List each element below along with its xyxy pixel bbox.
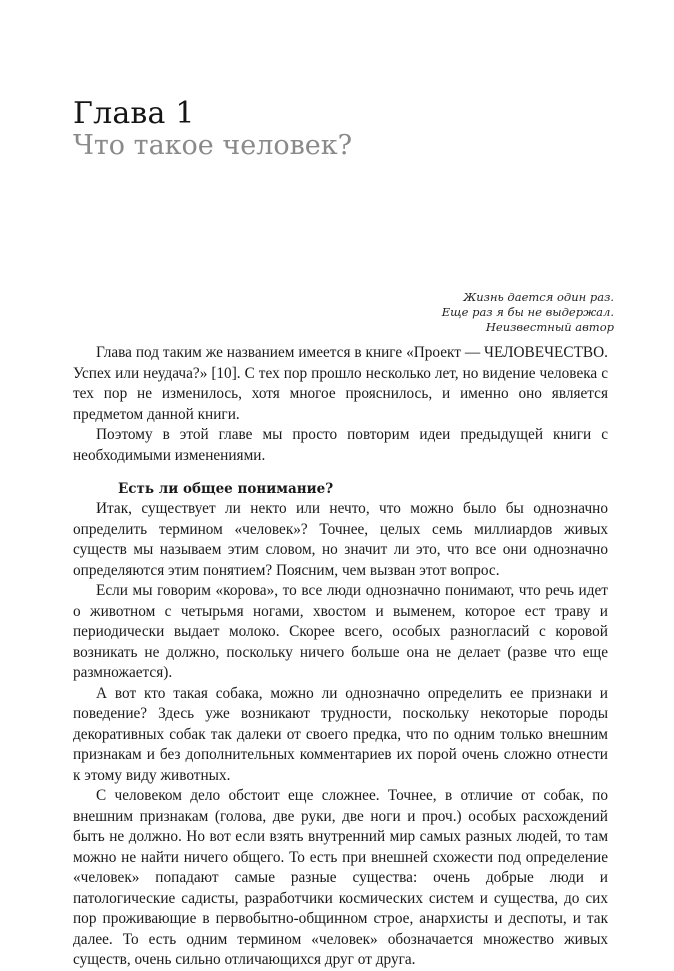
paragraph: Глава под таким же названием имеется в книге «Проект — ЧЕЛОВЕЧЕСТВО. Успех или неудача?» [10]. С тех пор прошло несколько лет, но видение человека с тех пор не изменилось, хотя многое прояснилось, и именно оно является предметом данной книги.: [73, 344, 608, 423]
epigraph: [442, 290, 614, 335]
section-heading: Есть ли общее понимание?: [118, 481, 334, 497]
paragraph: Если мы говорим «корова», то все люди однозначно понимают, что речь идет о животном с четырьмя ногами, хвостом и выменем, которое ест траву и периодически выдает молоко. Скорее всего, особых разногласий с коровой возникать не должно, поскольку ничего больше она не делает (разве что еще размножается).: [73, 582, 608, 681]
paragraph: С человеком дело обстоит еще сложнее. Точнее, в отличие от собак, по внешним признакам (голова, две руки, две ноги и проч.) особых расхождений быть не должно. Но вот если взять внутренний мир самых разных людей, то там можно не найти ничего общего. То есть при внешней схожести под определение «человек» попадают самые разные существа: очень добрые люди и патологические садисты, разработчики космических систем и существа, до сих пор проживающие в первобытно-общинном строе, анархисты и деспоты, и так далее. То есть одним термином «человек» обозначается множество живых существ, очень сильно отличающихся друг от друга.: [73, 787, 608, 968]
paragraph: Поэтому в этой главе мы просто повторим идеи предыдущей книги с необходимыми изменениями.: [73, 426, 608, 464]
chapter-body: [73, 343, 608, 971]
epigraph-line: Жизнь дается один раз.: [463, 290, 614, 304]
chapter-title: Что такое человек?: [73, 130, 353, 161]
epigraph-author: Неизвестный автор: [485, 320, 614, 334]
paragraph: А вот кто такая собака, можно ли однозначно определить ее признаки и поведение? Здесь уже возникают трудности, поскольку некоторые породы декоративных собак так далеки от своего предка, что по одним только внешним признакам и без дополнительных комментариев их порой очень сложно отнести к этому виду животных.: [73, 684, 608, 784]
paragraph: Итак, существует ли некто или нечто, что можно было бы однозначно определить термином «человек»? Точнее, целых семь миллиардов живых существ мы называем этим словом, но значит ли это, что все они однозначно определяются этим понятием? Поясним, чем вызван этот вопрос.: [73, 500, 608, 579]
epigraph-line: Еще раз я бы не выдержал.: [441, 305, 614, 319]
chapter-number: Глава 1: [73, 96, 195, 131]
